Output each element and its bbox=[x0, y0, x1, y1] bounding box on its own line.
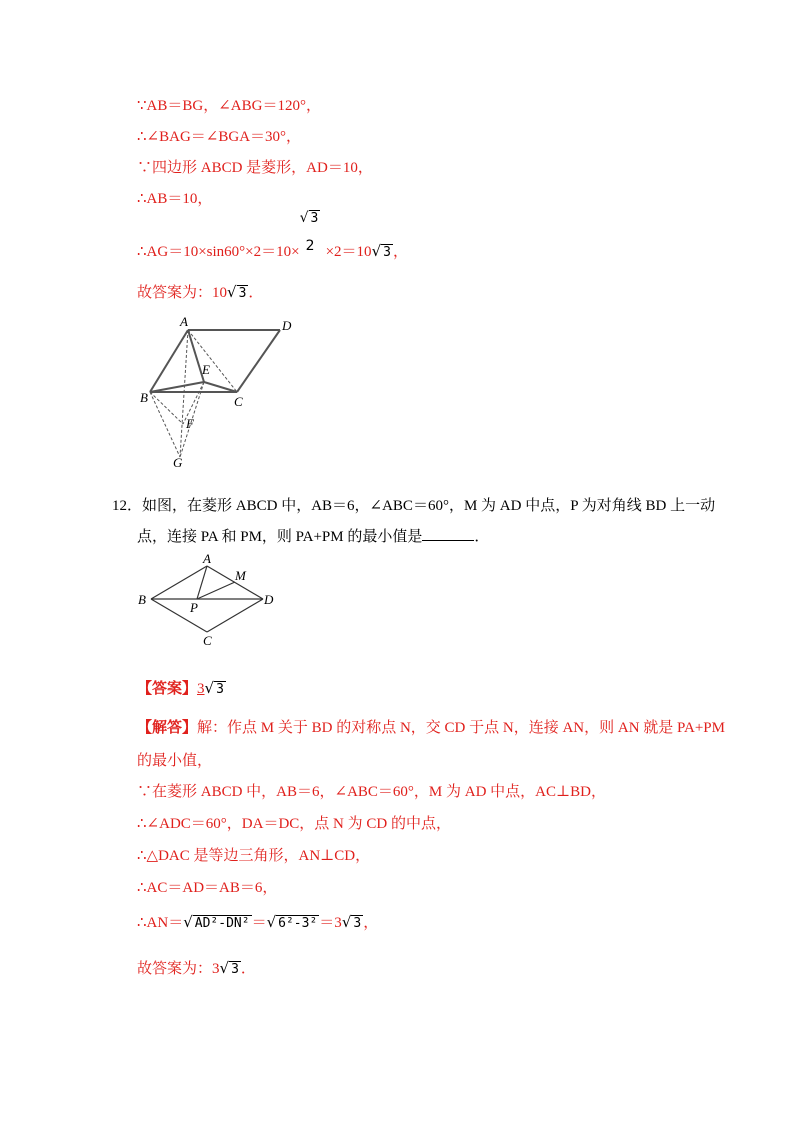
question-text-2: 点，连接 PA 和 PM，则 PA+PM 的最小值是 bbox=[137, 529, 423, 545]
line7-radicand-2: 6²-3² bbox=[278, 916, 318, 931]
fig1-label-D: D bbox=[282, 318, 292, 333]
question-text-2-post: ． bbox=[474, 529, 490, 545]
line7-post: ， bbox=[363, 915, 379, 931]
solution-line-2: 的最小值， bbox=[137, 753, 213, 769]
fig1-label-F: F bbox=[186, 416, 194, 431]
question-line-2 bbox=[137, 526, 489, 547]
final-pre: 故答案为：3 bbox=[137, 961, 220, 977]
solution-prev-line-3: ∵四边形 ABCD 是菱形，AD＝10， bbox=[137, 160, 373, 176]
solution-line-7: ∴AN＝√ AD²-DN² ＝√ 6²-3² ＝3√ 3 ， bbox=[137, 913, 379, 931]
answer-blank bbox=[422, 526, 474, 541]
line7-pre: ∴AN＝ bbox=[137, 915, 184, 931]
solution-final-answer: 故答案为：3√ 3 ． bbox=[137, 959, 256, 977]
fig1-label-C: C bbox=[234, 394, 243, 409]
solution-line-6: ∴AC＝AD＝AB＝6， bbox=[137, 880, 278, 896]
answer-prev-radicand: 3 bbox=[238, 286, 247, 301]
final-post: ． bbox=[240, 961, 256, 977]
fig2-label-A: A bbox=[203, 552, 211, 566]
solution-prev-line-1: ∵AB＝BG，∠ABG＝120°， bbox=[137, 98, 321, 114]
fig1-label-G: G bbox=[173, 455, 183, 470]
answer-value: 3 bbox=[197, 681, 205, 697]
answer-line: 【答案】3√ 3 bbox=[137, 679, 224, 697]
fig1-label-A: A bbox=[180, 314, 188, 329]
final-radicand: 3 bbox=[231, 962, 239, 977]
solution-label: 【解答】 bbox=[137, 720, 198, 736]
fig2-label-C: C bbox=[203, 633, 212, 647]
question-text-1: 如图，在菱形 ABCD 中，AB＝6，∠ABC＝60°，M 为 AD 中点，P 为对角线 BD 上一动 bbox=[142, 498, 716, 514]
solution-line-3: ∵在菱形 ABCD 中，AB＝6，∠ABC＝60°，M 为 AD 中点，AC⊥BD， bbox=[137, 784, 606, 800]
solution-line-5: ∴△DAC 是等边三角形，AN⊥CD， bbox=[137, 848, 371, 864]
line7-radicand-3: 3 bbox=[353, 916, 362, 931]
line5-mid: ×2＝10 bbox=[325, 244, 372, 260]
solution-line-4: ∴∠ADC＝60°，DA＝DC，点 N 为 CD 的中点， bbox=[137, 816, 451, 832]
figure-1 bbox=[140, 312, 300, 470]
answer-radicand: 3 bbox=[216, 682, 224, 697]
line5-radicand: 3 bbox=[383, 245, 391, 260]
solution-text-1: 解：作点 M 关于 BD 的对称点 N，交 CD 于点 N，连接 AN，则 AN 就是 PA+PM bbox=[197, 720, 725, 736]
fig2-label-D: D bbox=[264, 592, 274, 607]
line7-eq-1: ＝ bbox=[251, 915, 267, 931]
fig2-label-B: B bbox=[138, 592, 146, 607]
fig1-label-B: B bbox=[140, 390, 148, 405]
solution-line-1 bbox=[137, 718, 725, 738]
question-line-1 bbox=[112, 496, 715, 516]
answer-label: 【答案】 bbox=[137, 681, 198, 697]
solution-prev-answer: 故答案为：10√ 3 ． bbox=[137, 283, 264, 301]
question-number: 12． bbox=[112, 498, 143, 514]
solution-prev-line-4: ∴AB＝10， bbox=[137, 191, 213, 207]
fraction: √ 3 2 bbox=[299, 210, 319, 254]
answer-prev-post: ． bbox=[248, 285, 264, 301]
fig2-label-M: M bbox=[235, 568, 246, 583]
answer-prev-pre: 故答案为：10 bbox=[137, 285, 228, 301]
line5-pre: ∴AG＝10×sin60°×2＝10× bbox=[137, 244, 300, 260]
fraction-numerator: 3 bbox=[310, 211, 319, 226]
solution-prev-line-2: ∴∠BAG＝∠BGA＝30°， bbox=[137, 129, 302, 145]
fig1-label-E: E bbox=[202, 362, 210, 377]
line7-eq-2: ＝3 bbox=[319, 915, 342, 931]
fig2-label-P: P bbox=[190, 600, 198, 615]
figure-2 bbox=[135, 552, 280, 647]
line7-radicand-1: AD²-DN² bbox=[194, 916, 250, 931]
fraction-denominator: 2 bbox=[305, 238, 315, 254]
line5-post: ， bbox=[392, 244, 408, 260]
solution-prev-line-5: ∴AG＝10×sin60°×2＝10× √ 3 2 ×2＝10√ 3 ， bbox=[137, 210, 408, 260]
